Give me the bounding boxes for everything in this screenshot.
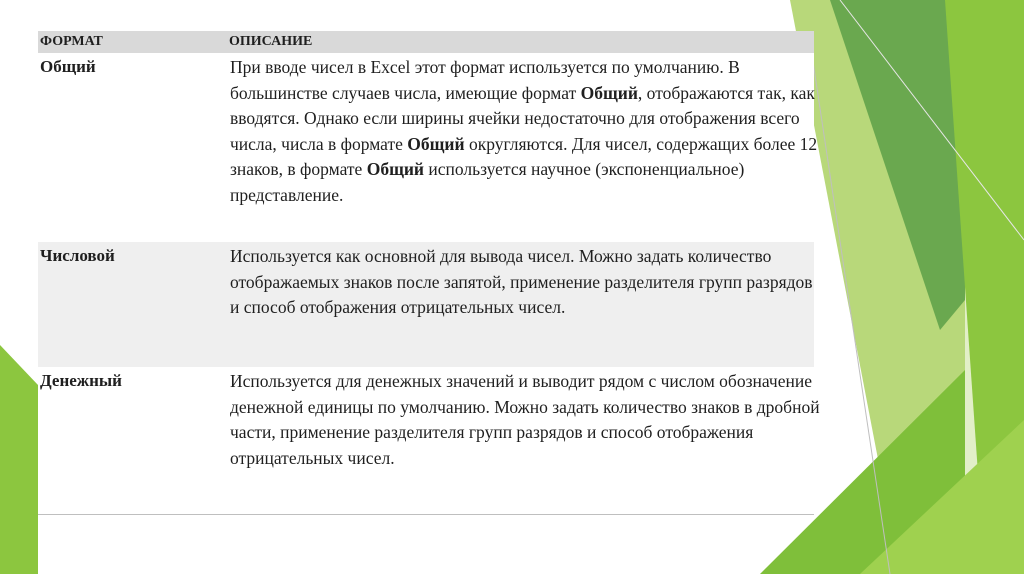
- desc-bold-format: Общий: [366, 159, 425, 179]
- desc-text: округляются. Для чисел, содержащих более 12 знаков, в формате: [230, 133, 818, 179]
- desc-bold-format: Общий: [580, 82, 638, 103]
- format-description-currency: Используется для денежных значений и выводит рядом с числом обозначение денежной единицы по умолчанию. Можно задать количество знаков в дробной части, применение разделителя групп разрядов и способ отображения отрицательных чисел.: [230, 371, 820, 468]
- table-row-numeric: [38, 242, 814, 367]
- desc-text: используется научное (экспоненциальное) представление.: [230, 159, 745, 205]
- green-triangle-left-bottom: [0, 345, 38, 574]
- header-description: ОПИСАНИЕ: [229, 34, 313, 49]
- format-name-currency: Денежный: [40, 371, 122, 390]
- format-description-numeric: Используется как основной для вывода чисел. Можно задать количество отображаемых знаков после запятой, применение разделителя групп разрядов и способ отображения отрицательных чисел.: [230, 246, 813, 317]
- desc-text: При вводе чисел в Excel этот формат используется по умолчанию. В большинстве случаев числа, имеющие формат: [230, 57, 740, 103]
- format-name-general: Общий: [40, 57, 96, 76]
- table-row-general: [38, 53, 818, 242]
- format-table: [38, 31, 820, 515]
- format-description-general: [230, 55, 820, 208]
- table-row-currency: [38, 367, 820, 515]
- format-name-numeric: Числовой: [40, 246, 115, 265]
- desc-bold-format: Общий: [407, 133, 465, 154]
- desc-text: , отображаются так, как вводятся. Однако если ширины ячейки недостаточно для отображения всего числа, числа в формате: [230, 82, 815, 154]
- table-header: [38, 31, 814, 53]
- header-format: ФОРМАТ: [40, 34, 103, 49]
